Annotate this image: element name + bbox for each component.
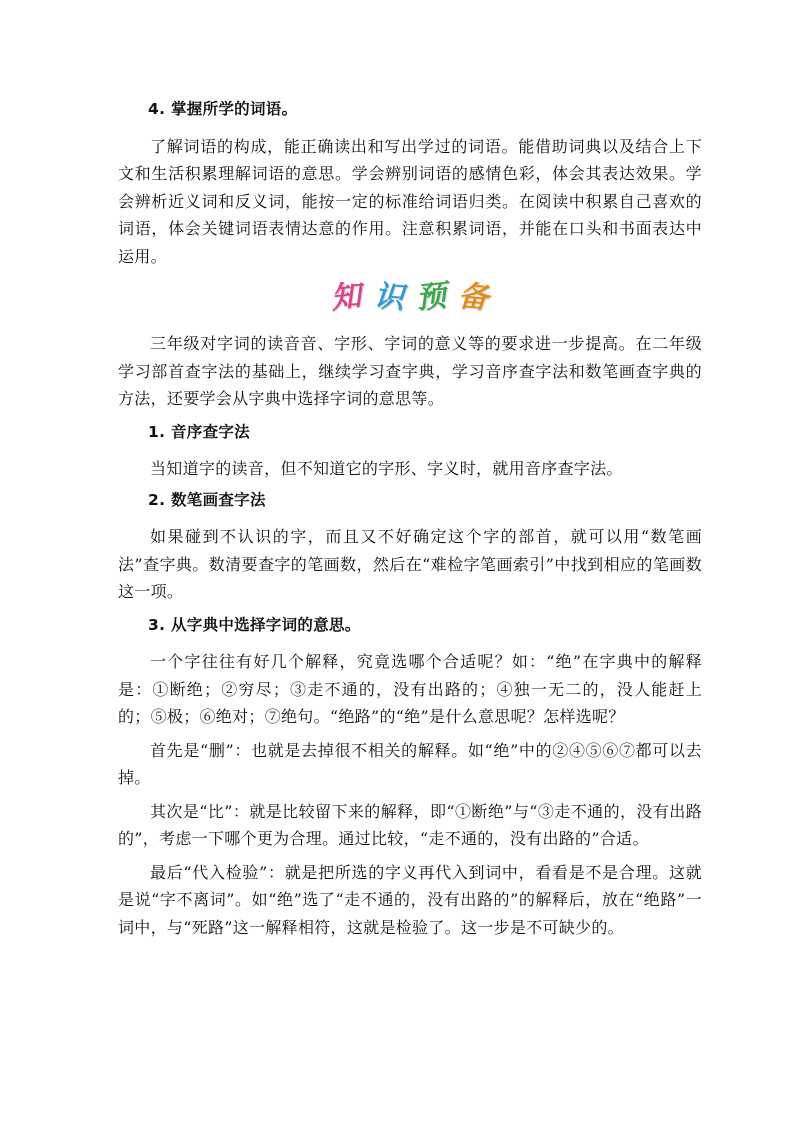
s1-heading: 1. 音序查字法 bbox=[148, 422, 250, 441]
knowledge-prep-banner bbox=[118, 276, 702, 320]
s3-paragraph-4: 最后“代入检验”：就是把所选的字义再代入到词中，看看是不是合理。这就是说“字不离词”。如“绝”选了“走不通的，没有出路的”的解释后，放在“绝路”一词中，与“死路”这一解释相符，这就是检验了。这一步是不可缺少的。 bbox=[118, 862, 702, 937]
s3-paragraph-3: 其次是“比”：就是比较留下来的解释，即“①断绝”与“③走不通的，没有出路的”，考虑一下哪个更为合理。通过比较，“走不通的，没有出路的”合适。 bbox=[118, 801, 702, 848]
s3-paragraph-1: 一个字往往有好几个解释，究竟选哪个合适呢？如：“绝”在字典中的解释是：①断绝；②穷尽；③走不通的，没有出路的；④独一无二的，没人能赶上的；⑤极；⑥绝对；⑦绝句。“绝路”的“绝”是什么意思呢？怎样选呢？ bbox=[118, 652, 702, 726]
banner-char-2: 识 bbox=[372, 278, 406, 317]
section4-paragraph: 了解词语的构成，能正确读出和写出学过的词语。能借助词典以及结合上下文和生活积累理解词语的意思。学会辨别词语的感情色彩，体会其表达效果。学会辨析近义词和反义词，能按一定的标准给词语归类。在阅读中积累自己喜欢的词语，体会关键词语表情达意的作用。注意积累词语，并能在口头和书面表达中运用。 bbox=[118, 136, 702, 266]
s3-paragraph-2: 首先是“删”：也就是去掉很不相关的解释。如“绝”中的②④⑤⑥⑦都可以去掉。 bbox=[118, 740, 702, 787]
banner-char-4: 备 bbox=[456, 278, 491, 317]
section4-heading: 4. 掌握所学的词语。 bbox=[148, 100, 298, 118]
s1-paragraph: 当知道字的读音，但不知道它的字形、字义时，就用音序查字法。 bbox=[150, 459, 623, 478]
s3-heading: 3. 从字典中选择字词的意思。 bbox=[148, 615, 361, 634]
document-body bbox=[118, 96, 702, 947]
intro-paragraph: 三年级对字词的读音音、字形、字词的意义等的要求进一步提高。在二年级学习部首查字法的基础上，继续学习查字典，学习音序查字法和数笔画查字典的方法，还要学会从字典中选择字词的意思等。 bbox=[118, 334, 702, 408]
banner-char-3: 预 bbox=[414, 278, 449, 317]
banner-char-1: 知 bbox=[329, 278, 364, 317]
s2-heading: 2. 数笔画查字法 bbox=[148, 490, 266, 509]
s2-paragraph: 如果碰到不认识的字，而且又不好确定这个字的部首，就可以用“数笔画法”查字典。数清要查字的笔画数，然后在“难检字笔画索引”中找到相应的笔画数这一项。 bbox=[118, 527, 702, 601]
